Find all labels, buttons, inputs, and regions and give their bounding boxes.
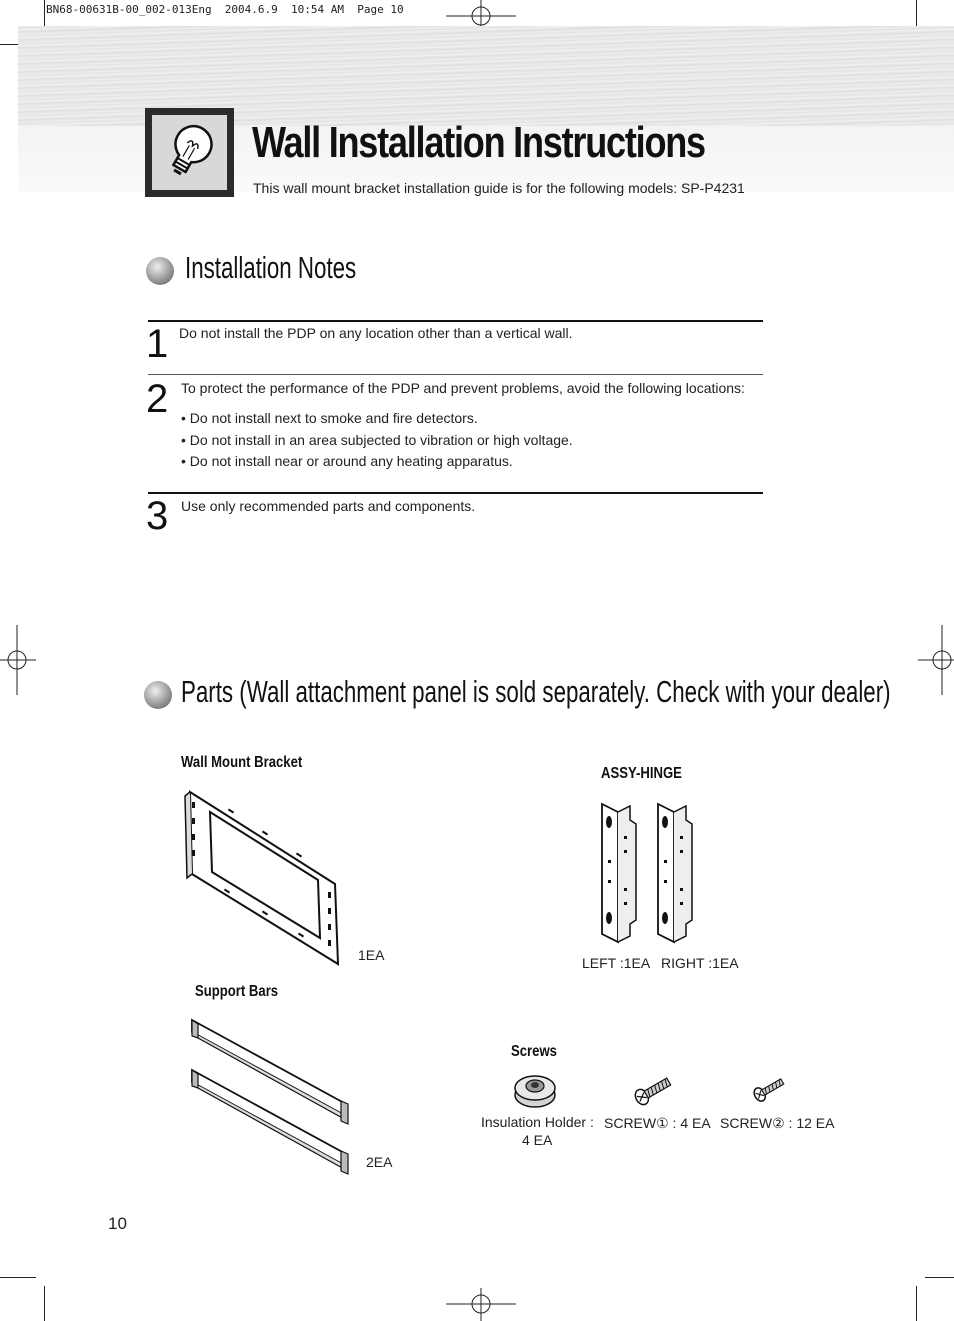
page-number: 10: [108, 1214, 127, 1233]
insulation-holder-qty-line2: 4 EA: [522, 1132, 553, 1148]
crop-mark: [925, 1277, 954, 1278]
assy-hinge-label: ASSY-HINGE: [601, 765, 682, 782]
print-slug: BN68-00631B-00_002-013Eng 2004.6.9 10:54 AM Page 10: [46, 3, 404, 16]
registration-mark-right: [918, 625, 954, 695]
note-2-number: 2: [146, 377, 169, 421]
insulation-holder-icon: [512, 1071, 558, 1111]
note-3-rule: [148, 492, 763, 494]
page-subtitle: This wall mount bracket installation guide is for the following models: SP-P4231: [253, 180, 745, 196]
crop-mark: [44, 1286, 45, 1321]
crop-mark: [0, 1277, 36, 1278]
note-2-bullet: • Do not install in an area subjected to vibration or high voltage.: [181, 432, 573, 448]
note-2-rule: [148, 374, 763, 375]
note-2-bullet: • Do not install near or around any heating apparatus.: [181, 453, 513, 469]
note-3-number: 3: [146, 494, 169, 538]
support-bars-illustration: [186, 1016, 354, 1181]
wall-mount-bracket-label: Wall Mount Bracket: [181, 754, 303, 771]
screw-2-qty: SCREW② : 12 EA: [720, 1115, 835, 1131]
assy-hinge-right-qty: RIGHT :1EA: [661, 955, 739, 971]
page-title: Wall Installation Instructions: [252, 118, 705, 167]
note-1-number: 1: [146, 322, 169, 366]
assy-hinge-left-qty: LEFT :1EA: [582, 955, 651, 971]
section-bullet-icon: [146, 257, 174, 285]
screw-1-qty: SCREW① : 4 EA: [604, 1115, 711, 1131]
note-1-rule: [148, 320, 763, 322]
installation-notes-heading: Installation Notes: [185, 250, 357, 285]
lightbulb-icon: [145, 108, 234, 197]
note-1-text: Do not install the PDP on any location other than a vertical wall.: [179, 325, 573, 341]
note-3-text: Use only recommended parts and components.: [181, 498, 476, 514]
section-bullet-icon: [144, 681, 172, 709]
crop-mark: [916, 1286, 917, 1321]
support-bars-label: Support Bars: [195, 983, 279, 1000]
assy-hinge-right-illustration: [652, 800, 702, 945]
note-2-bullet: • Do not install next to smoke and fire detectors.: [181, 410, 478, 426]
support-bars-qty: 2EA: [366, 1154, 393, 1170]
parts-heading: Parts (Wall attachment panel is sold separately. Check with your dealer): [181, 674, 891, 709]
screw-1-icon: [632, 1074, 676, 1106]
registration-mark-left: [0, 625, 36, 695]
wall-mount-bracket-qty: 1EA: [358, 947, 385, 963]
insulation-holder-qty-line1: Insulation Holder :: [481, 1114, 594, 1130]
screw-2-icon: [751, 1074, 791, 1102]
screws-label: Screws: [511, 1043, 557, 1060]
registration-mark-bottom: [446, 1288, 516, 1321]
wall-mount-bracket-illustration: [180, 788, 345, 968]
note-2-text: To protect the performance of the PDP and prevent problems, avoid the following locations:: [181, 380, 745, 396]
assy-hinge-left-illustration: [596, 800, 646, 945]
